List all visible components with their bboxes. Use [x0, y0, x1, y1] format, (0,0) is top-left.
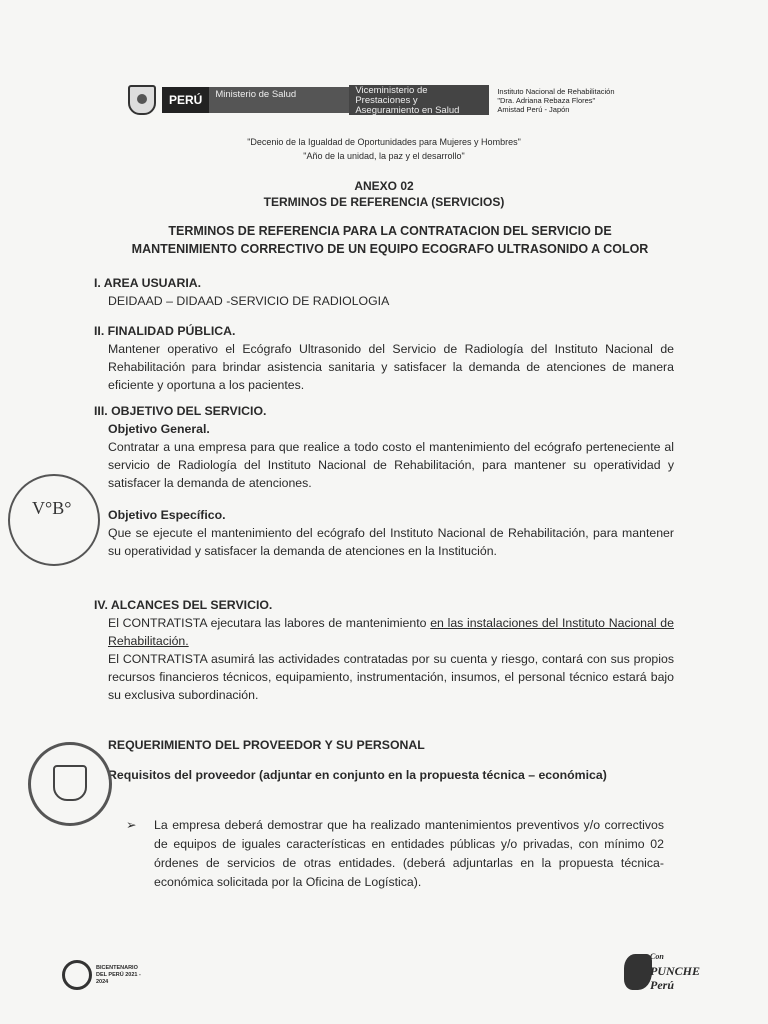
punche-con: Con — [650, 952, 664, 961]
bicentenario-text: BICENTENARIO DEL PERÚ 2021 - 2024 — [96, 964, 141, 985]
bicentenario-logo — [62, 960, 146, 990]
ministerio-label: Ministerio de Salud — [209, 87, 349, 113]
letterhead — [128, 83, 637, 117]
section-heading: III. OBJETIVO DEL SERVICIO. — [94, 404, 267, 418]
decenio-line: "Decenio de la Igualdad de Oportunidades para Mujeres y Hombres" — [247, 137, 521, 147]
requisitos-label: Requisitos del proveedor (adjuntar en conjunto en la propuesta técnica – económica) — [108, 768, 607, 782]
document-title — [80, 222, 700, 258]
objetivo-general-label: Objetivo General. — [108, 422, 210, 436]
institutional-seal-stamp — [28, 742, 112, 826]
bicentenario-icon — [62, 960, 92, 990]
year-mottos — [0, 135, 768, 163]
annex-subtitle: TERMINOS DE REFERENCIA (SERVICIOS) — [263, 195, 505, 209]
punche-word: PUNCHE — [650, 964, 701, 978]
objetivo-especifico-body: Que se ejecute el mantenimiento del ecógrafo del Instituto Nacional de Rehabilitación, para mantener su operatividad y satisfacer la demanda de atenciones en la Institución. — [108, 526, 674, 558]
section-heading: REQUERIMIENTO DEL PROVEEDOR Y SU PERSONAL — [108, 738, 425, 752]
peru-map-icon — [624, 954, 652, 990]
institute-line2: "Dra. Adriana Rebaza Flores" — [497, 95, 596, 105]
objetivo-especifico-label: Objetivo Específico. — [108, 508, 226, 522]
viceministerio-label: Viceministerio de Prestaciones y Aseguramiento en Salud — [349, 85, 489, 115]
alcances-p1 — [94, 614, 674, 650]
punche-text — [650, 950, 700, 992]
section-body: DEIDAAD – DIDAAD -SERVICIO DE RADIOLOGIA — [108, 294, 390, 308]
title-line2: MANTENIMIENTO CORRECTIVO DE UN EQUIPO ECOGRAFO ULTRASONIDO A COLOR — [131, 242, 649, 256]
section-heading: I. AREA USUARIA. — [94, 276, 202, 290]
alcances-p2: El CONTRATISTA asumirá las actividades contratadas por su cuenta y riesgo, contará con sus propios recursos financieros técnicos, equipamiento, instrumentación, insumos, el personal técnico estará bajo su exclusiva subordinación. — [108, 652, 674, 702]
peru-label: PERÚ — [162, 87, 209, 113]
section-body: Mantener operativo el Ecógrafo Ultrasonido del Servicio de Radiología del Instituto Nacional de Rehabilitación para brindar asistencia sanitaria y satisfacer la demanda de atenciones de manera eficiente y oportuna a los pacientes. — [108, 342, 674, 392]
objetivo-general-body: Contratar a una empresa para que realice a todo costo el mantenimiento del ecógrafo perteneciente al servicio de Radiología del Instituto Nacional de Rehabilitación, para mantener su operatividad y satisfacer la demanda de atenciones. — [108, 440, 674, 490]
section-finalidad — [94, 322, 674, 394]
section-heading: II. FINALIDAD PÚBLICA. — [94, 324, 236, 338]
section-requerimiento — [94, 736, 674, 784]
section-objetivo — [94, 402, 674, 560]
alcances-p1-underlined: en las instalaciones del Instituto Nacional de Rehabilitación. — [108, 616, 674, 648]
visto-bueno-stamp — [8, 474, 100, 566]
annex-heading — [0, 178, 768, 210]
institute-line3: Amistad Perú - Japón — [497, 104, 570, 114]
requisito-bullet — [128, 816, 664, 892]
vb-text: V°B° — [32, 498, 72, 518]
section-heading: IV. ALCANCES DEL SERVICIO. — [94, 598, 273, 612]
arrow-bullet-icon: ➢ — [126, 818, 137, 832]
punche-peru: Perú — [650, 978, 674, 992]
anio-line: "Año de la unidad, la paz y el desarrollo" — [303, 151, 465, 161]
alcances-p1-text: El CONTRATISTA ejecutara las labores de mantenimiento — [108, 616, 431, 630]
bullet-text: La empresa deberá demostrar que ha realizado mantenimientos preventivos y/o correctivos de equipos de iguales características en entidades públicas y/o privadas, con mínimo 02 órdenes de servicios de otras entidades. (deberá adjuntarlas en la propuesta técnica-económica solicitada por la Oficina de Logística). — [154, 818, 664, 889]
institute-label — [497, 87, 637, 114]
punche-peru-logo — [624, 946, 701, 994]
coat-of-arms-icon — [128, 85, 156, 115]
annex-number: ANEXO 02 — [354, 179, 414, 193]
title-line1: TERMINOS DE REFERENCIA PARA LA CONTRATACION DEL SERVICIO DE — [168, 224, 612, 238]
section-area-usuaria — [94, 274, 674, 310]
institute-line1: Instituto Nacional de Rehabilitación — [497, 86, 615, 96]
section-alcances — [94, 596, 674, 704]
